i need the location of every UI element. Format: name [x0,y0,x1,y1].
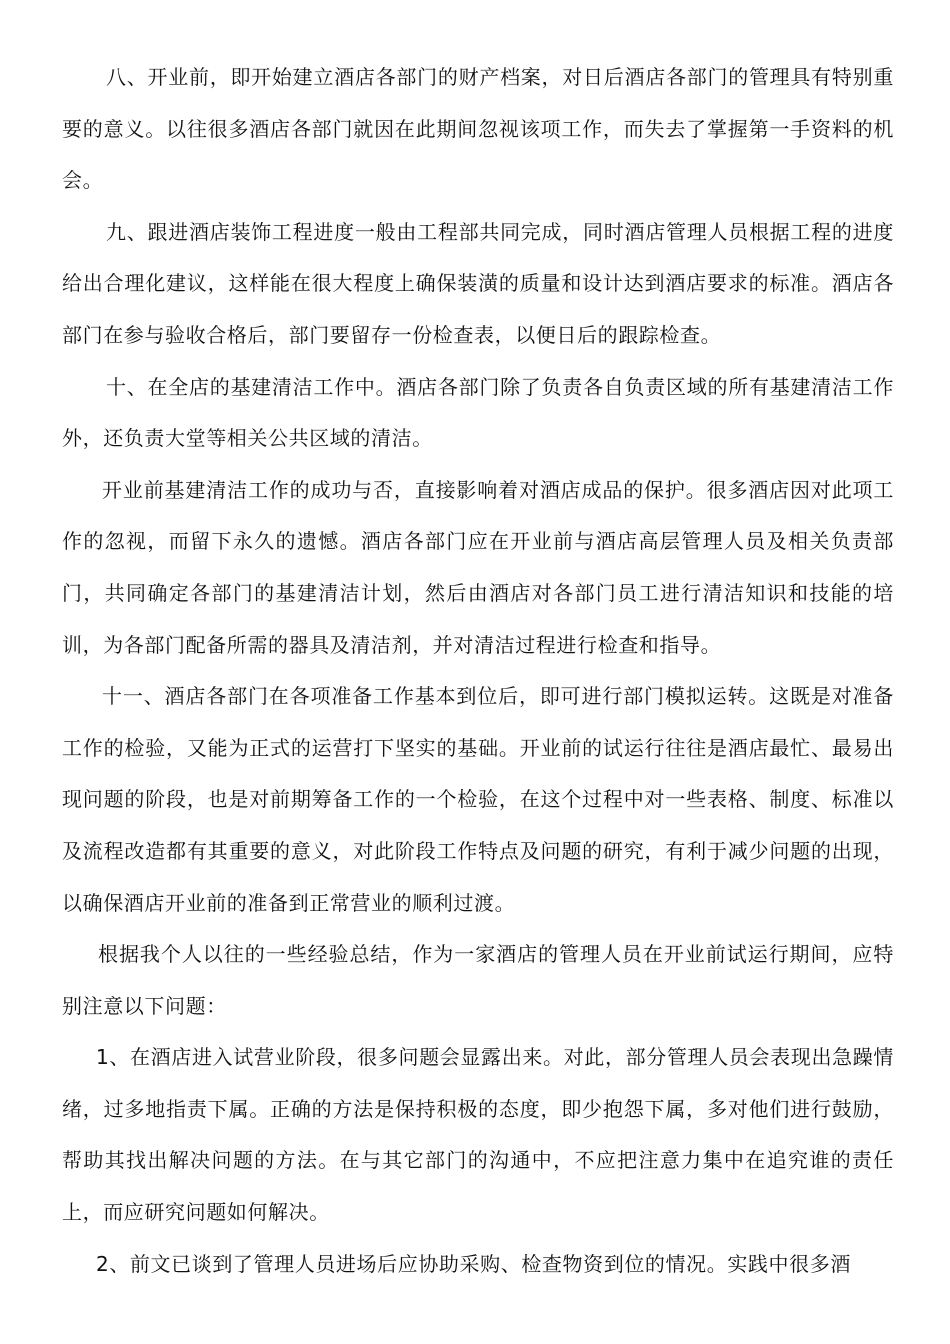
document-body [62,52,894,1290]
paragraph-section-9: 九、跟进酒店装饰工程进度一般由工程部共同完成，同时酒店管理人员根据工程的进度给出合理化建议，这样能在很大程度上确保装潢的质量和设计达到酒店要求的标准。酒店各部门在参与验收合格后，部门要留存一份检查表，以便日后的跟踪检查。 [62,219,894,347]
paragraph-cleaning-detail: 开业前基建清洁工作的成功与否，直接影响着对酒店成品的保护。很多酒店因对此项工作的忽视，而留下永久的遗憾。酒店各部门应在开业前与酒店高层管理人员及相关负责部门，共同确定各部门的基建清洁计划，然后由酒店对各部门员工进行清洁知识和技能的培训，为各部门配备所需的器具及清洁剂，并对清洁过程进行检查和指导。 [62,477,894,657]
list-item-2: 2、前文已谈到了管理人员进场后应协助采购、检查物资到位的情况。实践中很多酒 [96,1251,851,1276]
paragraph-section-8: 八、开业前，即开始建立酒店各部门的财产档案，对日后酒店各部门的管理具有特别重要的意义。以往很多酒店各部门就因在此期间忽视该项工作，而失去了掌握第一手资料的机会。 [62,65,894,193]
list-item-1: 1、在酒店进入试营业阶段，很多问题会显露出来。对此，部分管理人员会表现出急躁情绪，过多地指责下属。正确的方法是保持积极的态度，即少抱怨下属，多对他们进行鼓励，帮助其找出解决问题的方法。在与其它部门的沟通中，不应把注意力集中在追究谁的责任上，而应研究问题如何解决。 [62,1045,894,1225]
paragraph-experience-intro: 根据我个人以往的一些经验总结，作为一家酒店的管理人员在开业前试运行期间，应特别注意以下问题： [62,942,894,1018]
paragraph-section-10: 十、在全店的基建清洁工作中。酒店各部门除了负责各自负责区域的所有基建清洁工作外，还负责大堂等相关公共区域的清洁。 [62,374,894,451]
paragraph-section-11: 十一、酒店各部门在各项准备工作基本到位后，即可进行部门模拟运转。这既是对准备工作的检验，又能为正式的运营打下坚实的基础。开业前的试运行往往是酒店最忙、最易出现问题的阶段，也是对前期筹备工作的一个检验，在这个过程中对一些表格、制度、标准以及流程改造都有其重要的意义，对此阶段工作特点及问题的研究，有利于减少问题的出现，以确保酒店开业前的准备到正常营业的顺利过渡。 [62,684,894,915]
